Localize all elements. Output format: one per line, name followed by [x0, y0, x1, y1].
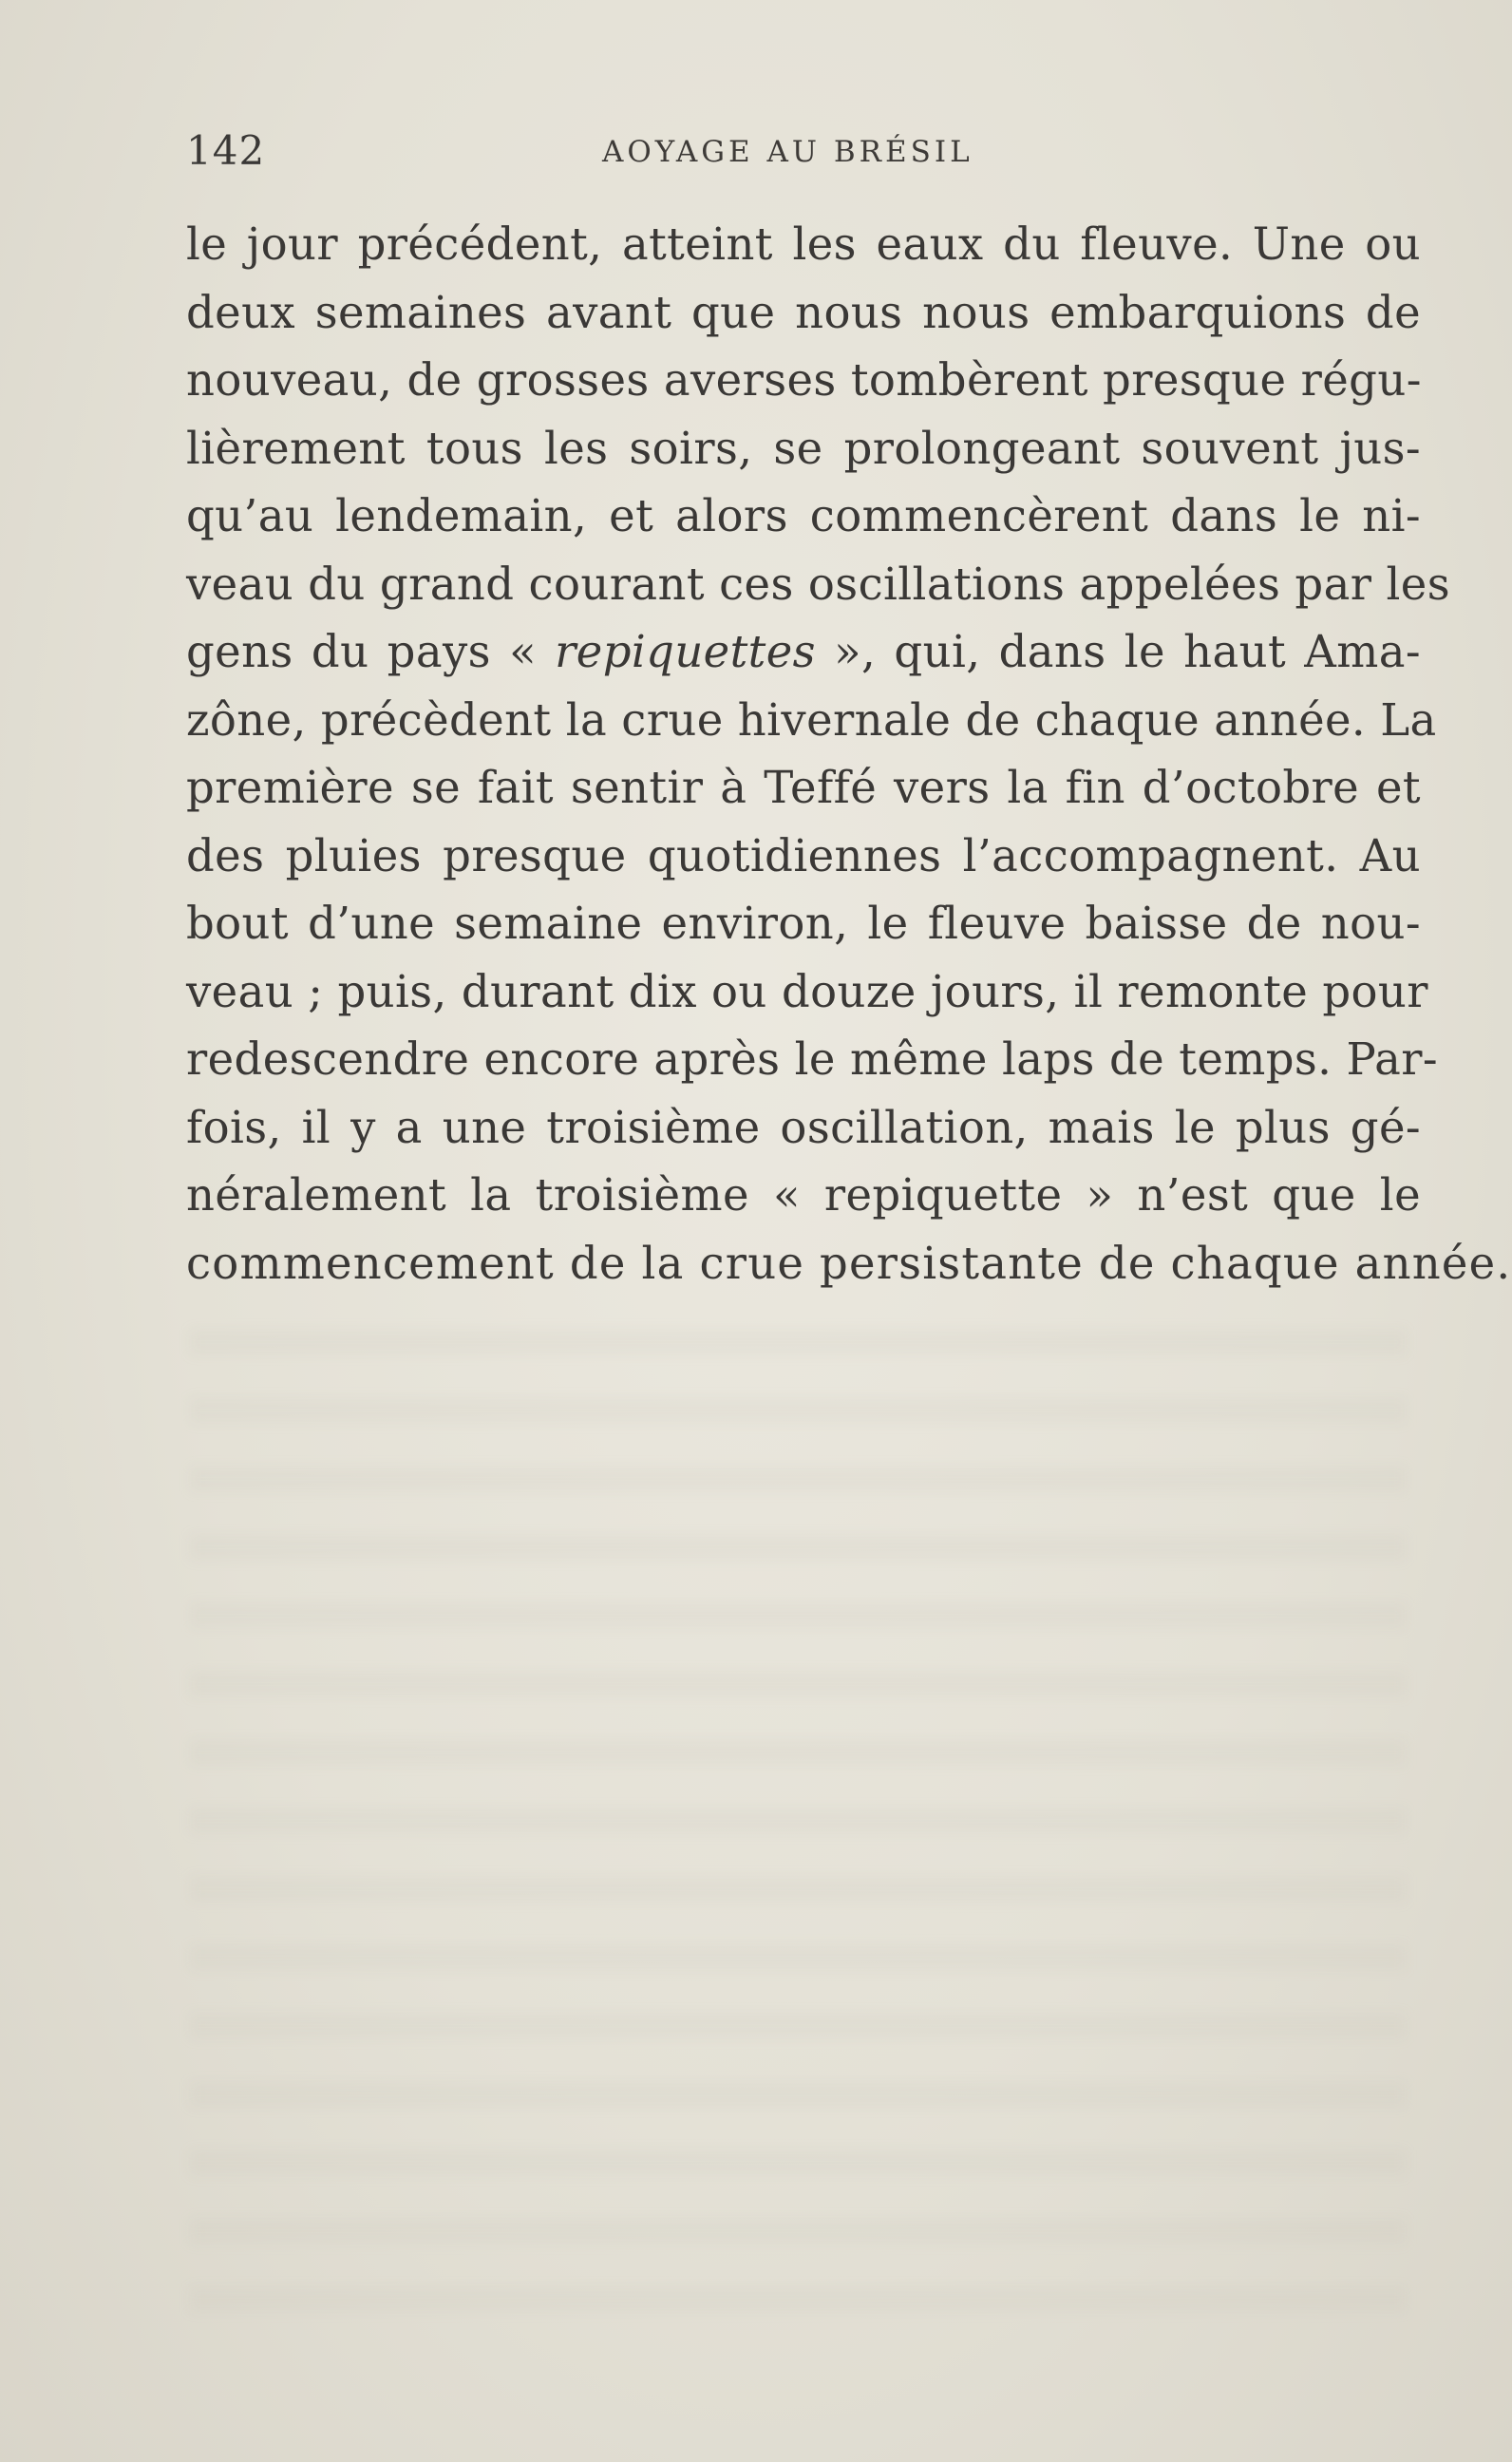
page-number: 142	[186, 127, 266, 174]
text-line: qu’au lendemain, et alors commencèrent dans le ni-	[186, 490, 1421, 541]
text-line: veau du grand courant ces oscillations appelées par les	[186, 558, 1450, 610]
running-title: AOYAGE AU BRÉSIL	[602, 135, 973, 169]
text-line: veau ; puis, durant dix ou douze jours, il remonte pour	[186, 965, 1428, 1017]
text-line: gens du pays « repiquettes », qui, dans le haut Ama-	[186, 626, 1421, 677]
text-line: redescendre encore après le même laps de temps. Par-	[186, 1033, 1439, 1085]
text-line: lièrement tous les soirs, se prolongeant souvent jus-	[186, 422, 1421, 474]
text-line: des pluies presque quotidiennes l’accompagnent. Au	[186, 829, 1421, 881]
italic-term: repiquettes	[555, 626, 816, 677]
text-line: zône, précèdent la crue hivernale de chaque année. La	[186, 693, 1437, 746]
text-line: commencement de la crue persistante de chaque année.	[186, 1237, 1512, 1289]
show-through-texture	[190, 1330, 1406, 2327]
running-head	[186, 127, 1421, 175]
text-line: néralement la troisième « repiquette » n’est que le	[186, 1169, 1421, 1221]
text-line: fois, il y a une troisième oscillation, mais le plus gé-	[186, 1101, 1421, 1153]
text-line: le jour précédent, atteint les eaux du fleuve. Une ou	[186, 218, 1421, 270]
body-text	[186, 211, 1512, 1297]
text-line: première se fait sentir à Teffé vers la fin d’octobre et	[186, 762, 1421, 813]
text-line: nouveau, de grosses averses tombèrent presque régu-	[186, 354, 1422, 406]
text-line: deux semaines avant que nous nous embarquions de	[186, 286, 1421, 338]
text-line: bout d’une semaine environ, le fleuve baisse de nou-	[186, 898, 1421, 949]
